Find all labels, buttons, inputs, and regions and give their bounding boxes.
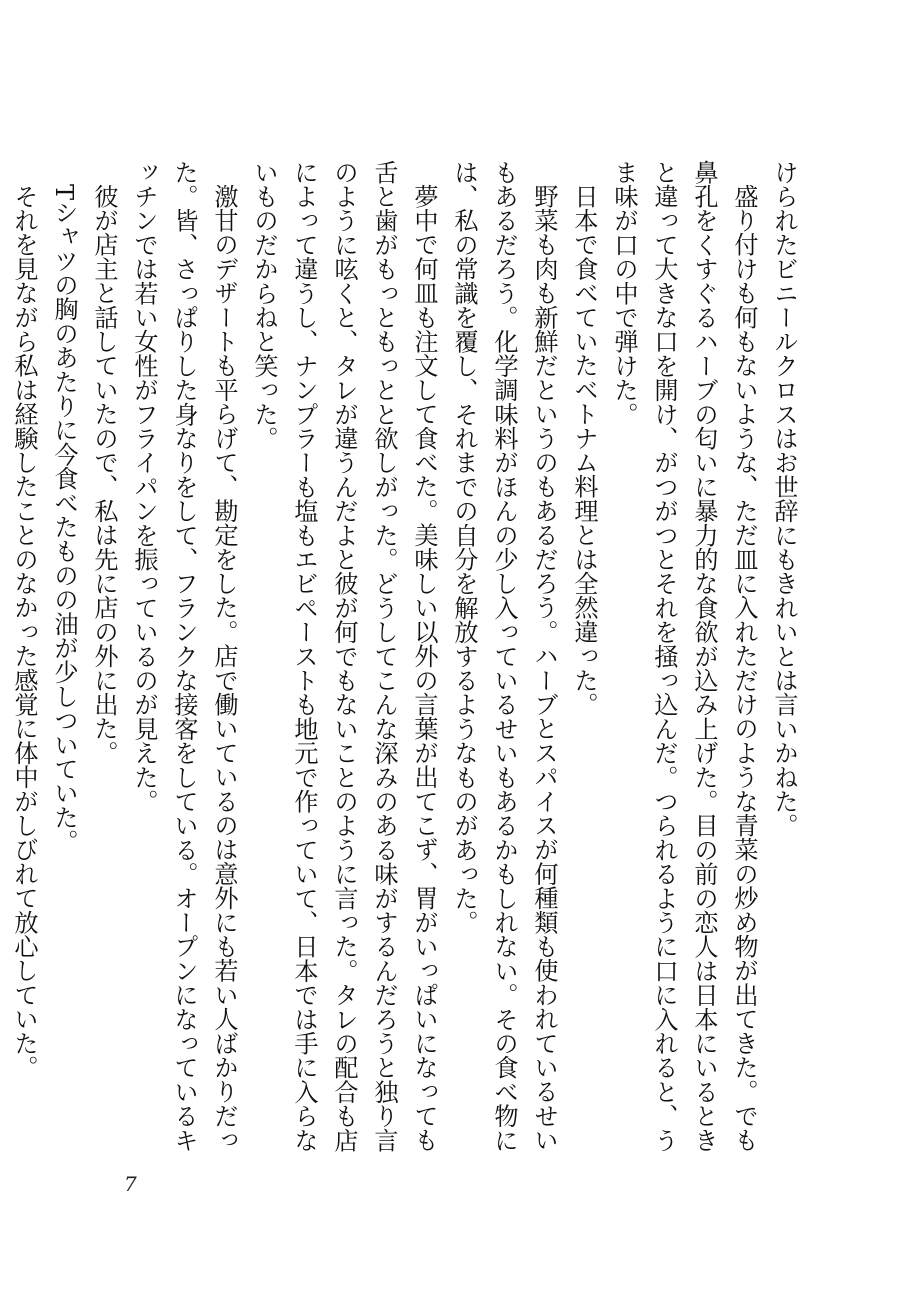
paragraph: それを見ながら私は経験したことのなかった感覚に体中がしびれて放心していた。 [10,184,38,1080]
paragraph: 野菜も肉も新鮮だというのもあるだろう。ハーブとスパイスが何種類も使われているせいもあるだろう。化学調味料がほんの少し入っているせいもあるかもしれない。その食べ物には、私の常識を覆し、それまでの自分を解放するようなものがあった。 [450,160,558,1153]
paragraph-continued: けられたビニールクロスはお世辞にもきれいとは言いかねた。 [770,160,798,838]
paragraph: 盛り付けも何もないような、ただ皿に入れただけのような青菜の炒め物が出てきた。でも鼻孔をくすぐるハーブの匂いに暴力的な食欲が込み上げた。目の前の恋人は日本にいるときと違って大きな口を開け、がつがつとそれを掻っ込んだ。つられるように口に入れると、うま味が口の中で弾けた。 [610,160,758,1153]
page-number: 7 [124,1172,137,1196]
paragraph: 彼が店主と話していたので、私は先に店の外に出た。 [90,184,118,765]
paragraph: Tシャツの胸のあたりに今食べたものの油が少しついていた。 [50,184,78,854]
vertical-text-block [4,160,804,1160]
paragraph: 夢中で何皿も注文して食べた。美味しい以外の言葉が出てこず、胃がいっぱいになっても舌と歯がもっともっとと欲しがった。どうしてこんな深みのある味がするんだろうと独り言のように呟くと、タレが違うんだよと彼が何でもないことのように言った。タレの配合も店によって違うし、ナンプラーも塩もエビペーストも地元で作っていて、日本では手に入らないものだからねと笑った。 [250,160,438,1153]
paragraph: 日本で食べていたベトナム料理とは全然違った。 [570,184,598,717]
paragraph: 激甘のデザートも平らげて、勘定をした。店で働いているのは意外にも若い人ばかりだった。皆、さっぱりした身なりをして、フランクな接客をしている。オープンになっているキッチンでは若い女性がフライパンを振っているのが見えた。 [130,160,238,1153]
